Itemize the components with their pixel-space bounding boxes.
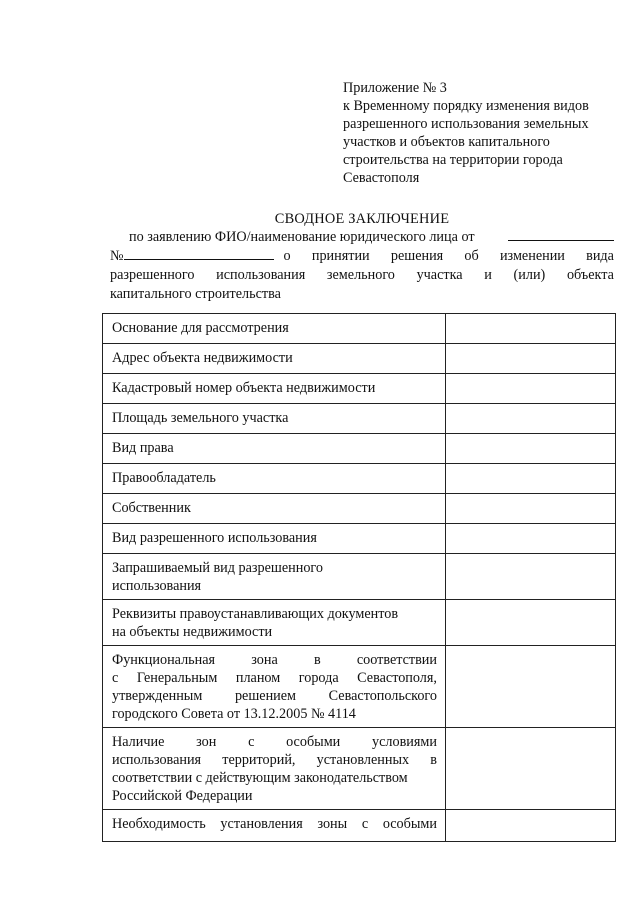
intro-word: разрешенного [110, 267, 195, 283]
intro-word: объекта [566, 267, 614, 283]
row-label-cell [103, 646, 446, 728]
label-word: зона [251, 652, 278, 668]
table-row [103, 404, 616, 434]
table-row [103, 344, 616, 374]
label-line [112, 733, 437, 751]
label-word: территорий, [222, 752, 296, 768]
label-line [112, 815, 437, 833]
row-value-cell[interactable] [446, 494, 616, 524]
label-word: зоны [317, 816, 348, 832]
table-row [103, 374, 616, 404]
intro-line [110, 266, 614, 285]
intro-text: по заявлению ФИО/наименование юридического лица от [129, 229, 475, 245]
appendix-line: Севастополя [343, 170, 420, 186]
row-value-cell[interactable] [446, 464, 616, 494]
intro-word: и [484, 267, 492, 283]
summary-table [102, 313, 616, 842]
intro-word: участка [416, 267, 463, 283]
label-word: особыми [286, 734, 341, 750]
table-row [103, 810, 616, 842]
table-row [103, 554, 616, 600]
label-word: условиями [372, 734, 437, 750]
date-blank-line [508, 228, 614, 241]
row-value-cell[interactable] [446, 314, 616, 344]
row-label-cell [103, 810, 446, 842]
label-word: Наличие [112, 734, 165, 750]
row-label-cell: Основание для рассмотрения [103, 314, 446, 344]
row-label-cell [103, 728, 446, 810]
label-word: установленных [316, 752, 410, 768]
appendix-header [343, 79, 623, 187]
appendix-line: к Временному порядку изменения видов [343, 98, 589, 114]
intro-line [110, 228, 614, 247]
row-label-cell [103, 554, 446, 600]
label-word: Необходимость [112, 816, 206, 832]
row-label-cell: Вид права [103, 434, 446, 464]
row-label-cell: Адрес объекта недвижимости [103, 344, 446, 374]
appendix-line: Приложение № 3 [343, 80, 447, 96]
table-row [103, 600, 616, 646]
label-line: Реквизиты правоустанавливающих документов [112, 606, 399, 622]
row-value-cell[interactable] [446, 554, 616, 600]
row-label-cell: Вид разрешенного использования [103, 524, 446, 554]
label-word: с [112, 670, 119, 686]
intro-text: капитального строительства [110, 286, 281, 302]
label-line: использования [112, 578, 202, 594]
row-label-cell [103, 600, 446, 646]
row-value-cell[interactable] [446, 600, 616, 646]
label-word: Функциональная [112, 652, 216, 668]
intro-word: использования [216, 267, 306, 283]
label-word: утвержденным [112, 688, 203, 704]
label-line [112, 651, 437, 669]
label-word: решением [234, 688, 297, 704]
intro-paragraph [110, 228, 614, 304]
intro-word: об [464, 248, 479, 264]
number-sign: № [110, 248, 124, 264]
label-line [112, 751, 437, 769]
row-value-cell[interactable] [446, 344, 616, 374]
table-row [103, 434, 616, 464]
label-word: с [361, 816, 369, 832]
intro-word: принятии [311, 248, 370, 264]
label-word: особыми [382, 816, 437, 832]
label-line: Запрашиваемый вид разрешенного [112, 560, 323, 576]
row-label-cell: Собственник [103, 494, 446, 524]
intro-word: земельного [326, 267, 395, 283]
row-label-cell: Правообладатель [103, 464, 446, 494]
intro-word: (или) [513, 267, 546, 283]
label-word: зон [196, 734, 217, 750]
label-word: в [430, 752, 437, 768]
appendix-line: строительства на территории города [343, 152, 563, 168]
row-label-cell: Кадастровый номер объекта недвижимости [103, 374, 446, 404]
label-word: города [298, 670, 339, 686]
table-row [103, 524, 616, 554]
label-word: соответствии [356, 652, 437, 668]
row-value-cell[interactable] [446, 728, 616, 810]
intro-text [284, 247, 614, 266]
label-word: планом [235, 670, 281, 686]
intro-line [110, 285, 614, 304]
row-value-cell[interactable] [446, 374, 616, 404]
document-title: СВОДНОЕ ЗАКЛЮЧЕНИЕ [274, 211, 450, 227]
label-word: в [313, 652, 321, 668]
label-word: Севастополя, [357, 670, 437, 686]
label-line: на объекты недвижимости [112, 624, 273, 640]
label-line: городского Совета от 13.12.2005 № 4114 [112, 706, 356, 722]
label-word: установления [220, 816, 303, 832]
row-value-cell[interactable] [446, 524, 616, 554]
label-line [112, 687, 437, 705]
row-label-cell: Площадь земельного участка [103, 404, 446, 434]
table-row [103, 314, 616, 344]
appendix-line: участков и объектов капитального [343, 134, 550, 150]
label-word: Генеральным [136, 670, 218, 686]
row-value-cell[interactable] [446, 434, 616, 464]
intro-word: вида [586, 248, 614, 264]
table-row [103, 646, 616, 728]
label-word: с [248, 734, 255, 750]
appendix-line: разрешенного использования земельных [343, 116, 589, 132]
intro-word: решения [390, 248, 444, 264]
intro-word: изменении [499, 248, 565, 264]
intro-line [110, 247, 614, 266]
table-row [103, 728, 616, 810]
label-line: Российской Федерации [112, 788, 253, 804]
label-word: Севастопольского [328, 688, 437, 704]
row-value-cell[interactable] [446, 810, 616, 842]
row-value-cell[interactable] [446, 646, 616, 728]
row-value-cell[interactable] [446, 404, 616, 434]
number-blank-line [124, 247, 274, 260]
intro-word: о [283, 248, 291, 264]
table-row [103, 494, 616, 524]
label-line: соответствии с действующим законодательством [112, 770, 408, 786]
label-line [112, 669, 437, 687]
label-word: использования [112, 752, 202, 768]
table-row [103, 464, 616, 494]
